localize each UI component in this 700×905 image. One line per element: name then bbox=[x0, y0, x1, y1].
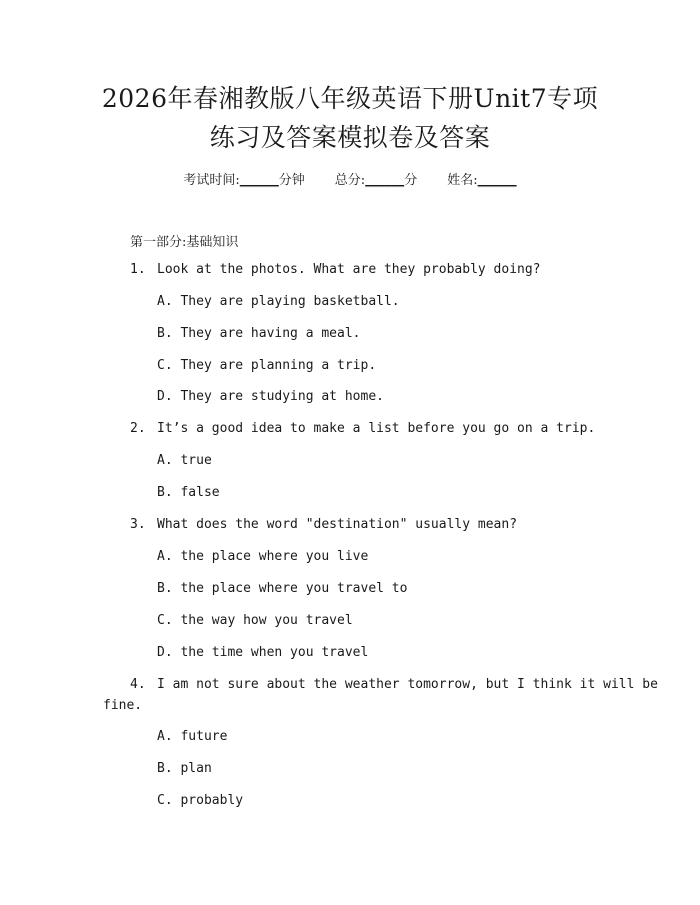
name-blank: ______ bbox=[477, 173, 517, 188]
question-1-option-c: C. They are planning a trip. bbox=[157, 358, 377, 373]
question-number: 1. bbox=[130, 262, 146, 277]
document-title-line-2: 练习及答案模拟卷及答案 bbox=[209, 123, 491, 152]
question-number: 4. bbox=[130, 677, 146, 692]
question-4-option-c: C. probably bbox=[157, 793, 244, 808]
document-title-line-1: 2026年春湘教版八年级英语下册Unit7专项 bbox=[101, 84, 599, 113]
question-1-option-b: B. They are having a meal. bbox=[157, 326, 361, 341]
question-1 bbox=[130, 263, 541, 276]
section-title: 第一部分:基础知识 bbox=[130, 235, 239, 250]
question-text: What does the word "destination" usually mean? bbox=[157, 517, 518, 532]
question-4-text-line-2: fine. bbox=[103, 698, 143, 713]
question-2-option-a: A. true bbox=[157, 453, 212, 468]
question-3-option-b: B. the place where you travel to bbox=[157, 581, 408, 596]
question-text-line-1: I am not sure about the weather tomorrow, but I think it will be bbox=[157, 677, 658, 692]
question-3-option-c: C. the way how you travel bbox=[157, 613, 353, 628]
question-4-option-a: A. future bbox=[157, 729, 228, 744]
score-unit: 分 bbox=[404, 173, 418, 188]
score-label: 总分: bbox=[334, 173, 366, 188]
question-3-option-a: A. the place where you live bbox=[157, 549, 369, 564]
question-number: 2. bbox=[130, 421, 146, 436]
question-4-option-b: B. plan bbox=[157, 761, 212, 776]
score-blank: ______ bbox=[365, 173, 405, 188]
question-3 bbox=[130, 518, 517, 531]
question-text: Look at the photos. What are they probably doing? bbox=[157, 262, 541, 277]
question-3-option-d: D. the time when you travel bbox=[157, 645, 369, 660]
time-blank: ______ bbox=[239, 173, 279, 188]
question-2 bbox=[130, 422, 595, 435]
question-text: It’s a good idea to make a list before you go on a trip. bbox=[157, 421, 596, 436]
question-1-option-d: D. They are studying at home. bbox=[157, 389, 384, 404]
question-number: 3. bbox=[130, 517, 146, 532]
question-2-option-b: B. false bbox=[157, 485, 220, 500]
question-1-option-a: A. They are playing basketball. bbox=[157, 294, 400, 309]
time-label: 考试时间: bbox=[183, 173, 240, 188]
question-4 bbox=[130, 678, 658, 691]
time-unit: 分钟 bbox=[278, 173, 305, 188]
exam-info-row bbox=[0, 169, 700, 188]
name-label: 姓名: bbox=[447, 173, 478, 188]
